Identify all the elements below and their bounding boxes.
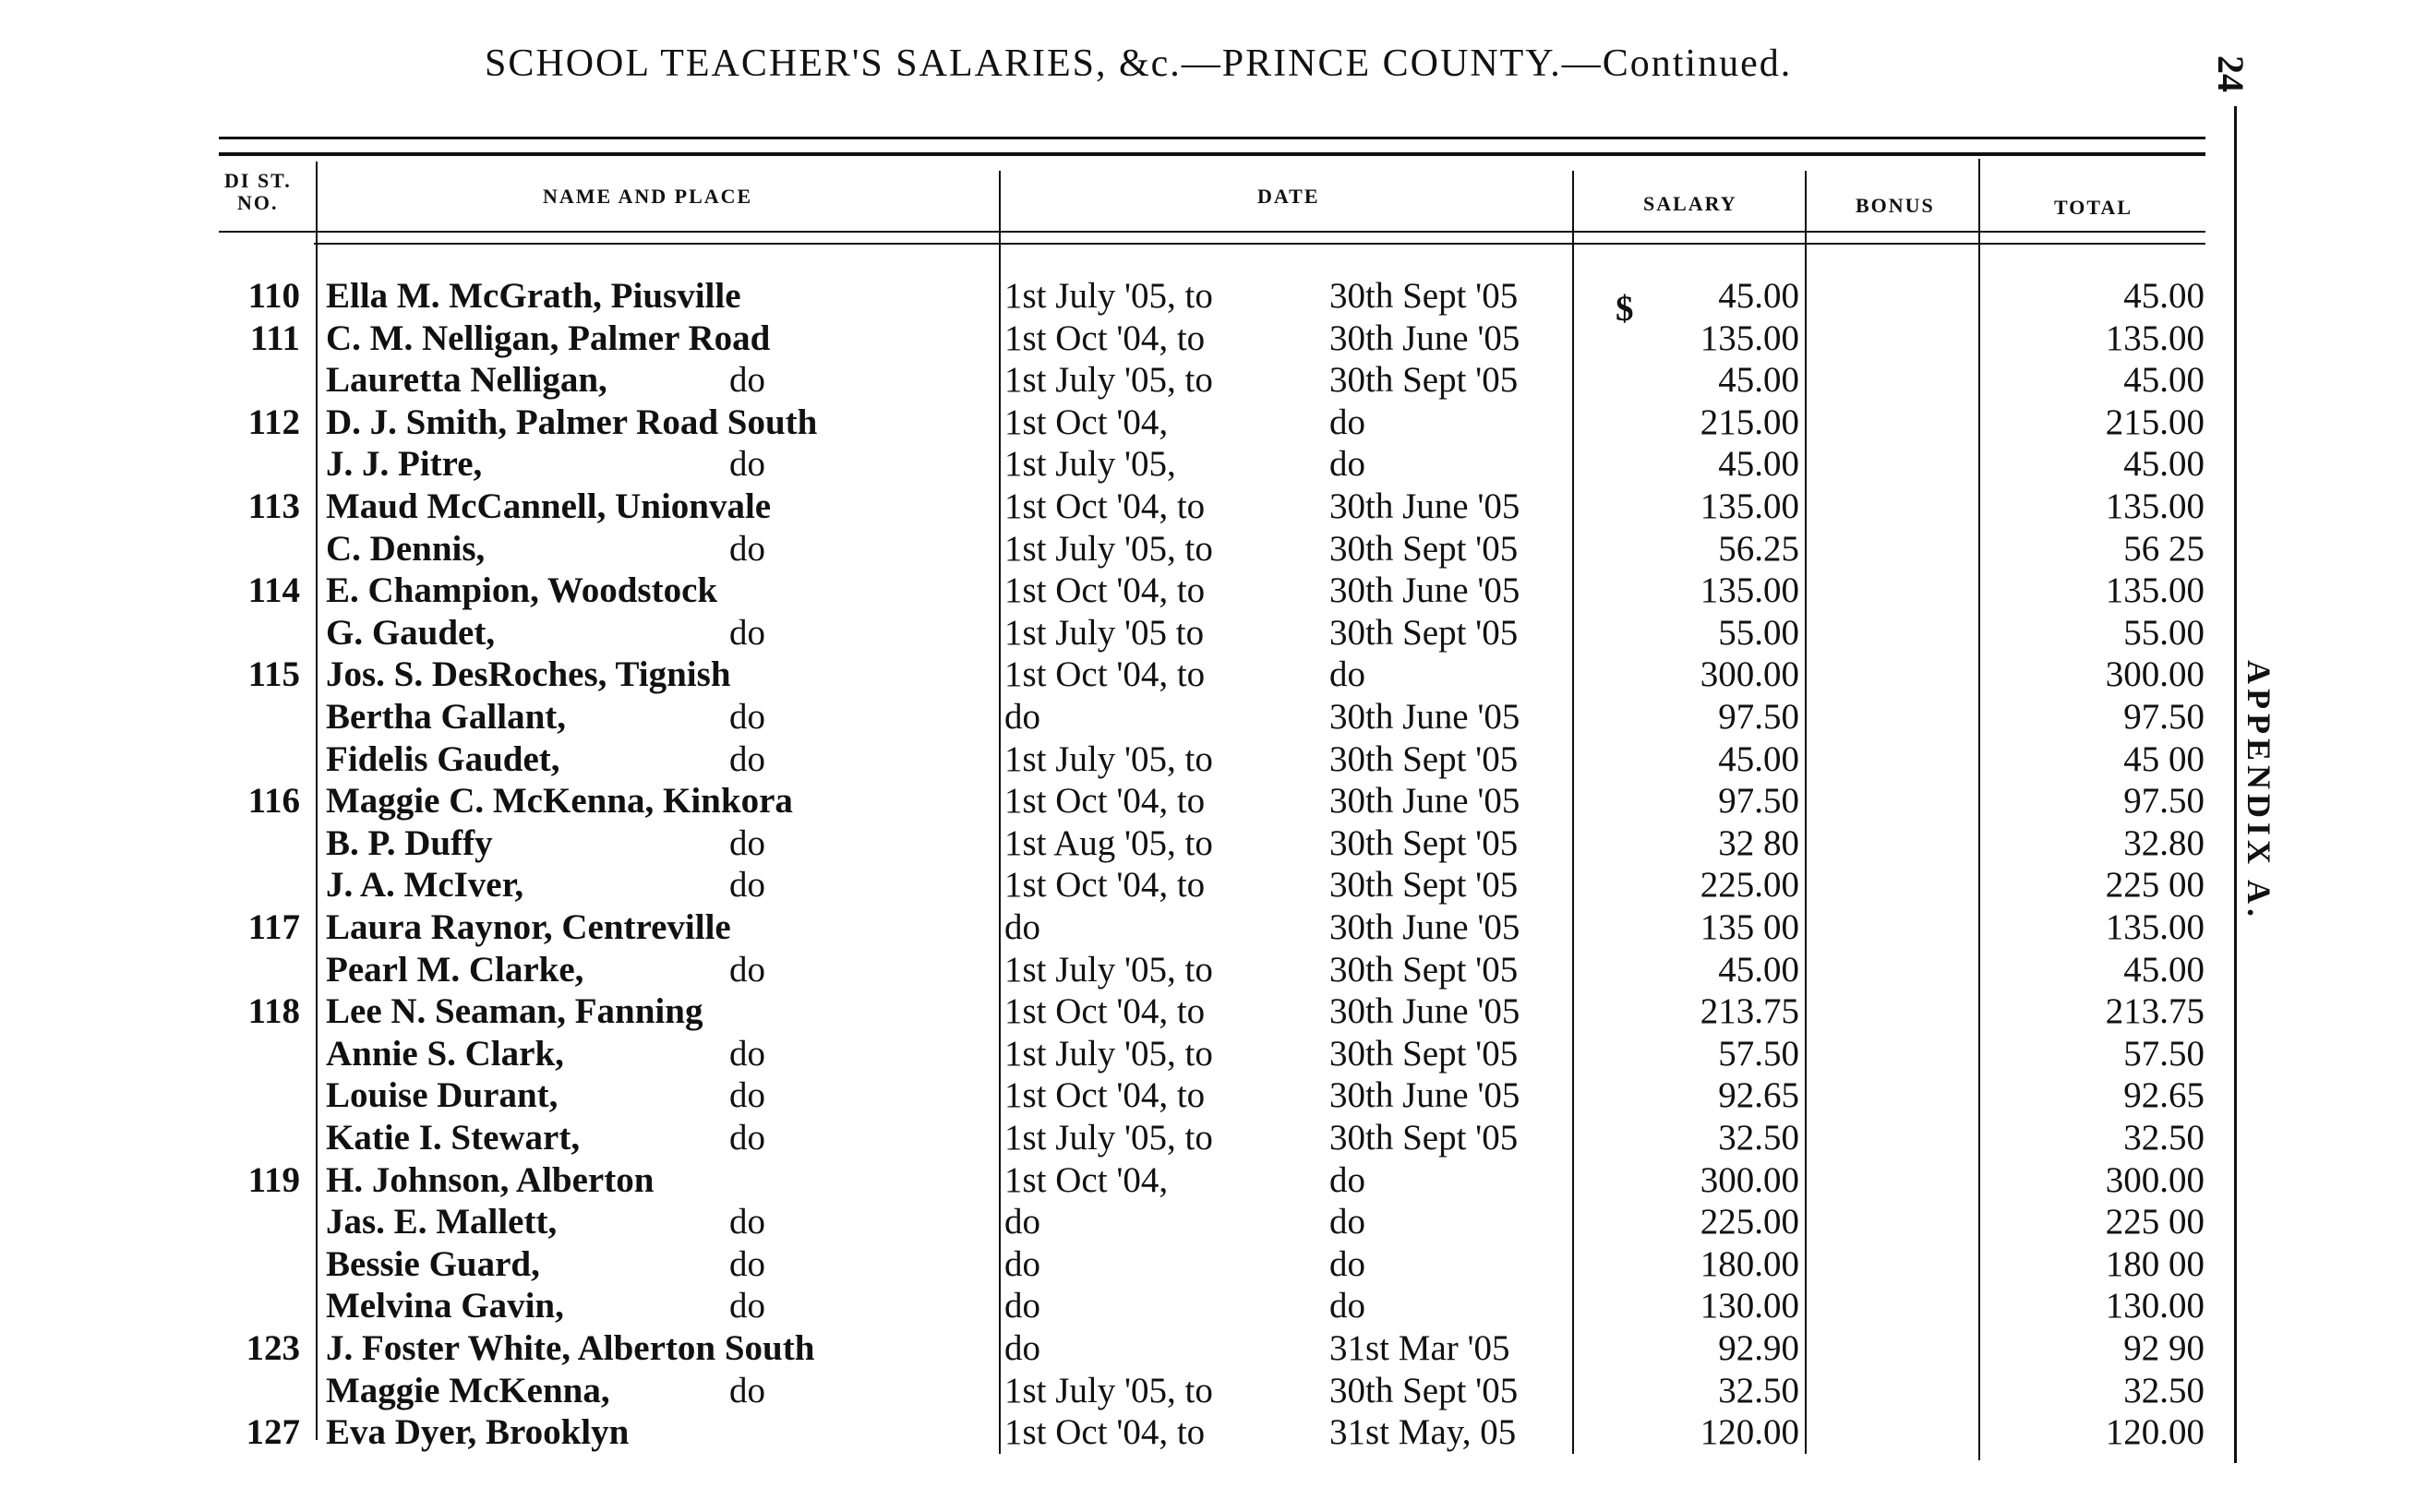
table-row xyxy=(0,1285,2427,1327)
table-row xyxy=(0,1201,2427,1243)
district-no: 112 xyxy=(247,402,300,442)
date-from: 1st Oct '04, to xyxy=(1004,865,1206,905)
date-from: 1st July '05, to xyxy=(1004,1034,1213,1074)
salary-value: 32 80 xyxy=(1718,823,1799,863)
date-from: 1st July '05, to xyxy=(1004,276,1213,316)
ditto-mark: do xyxy=(729,1286,765,1326)
total-value: 32.80 xyxy=(2123,823,2205,863)
name-place: Jas. E. Mallett, xyxy=(326,1202,558,1242)
table-row xyxy=(0,318,2427,360)
salary-value: 45.00 xyxy=(1718,360,1799,400)
currency-symbol: $ xyxy=(1616,289,1634,329)
date-from: 1st Oct '04, to xyxy=(1004,781,1206,821)
date-from: 1st Oct '04, to xyxy=(1004,318,1206,358)
total-value: 55.00 xyxy=(2123,613,2205,653)
total-value: 45.00 xyxy=(2123,276,2205,316)
table-row xyxy=(0,1243,2427,1286)
name-place: J. J. Pitre, xyxy=(326,444,483,484)
ditto-mark: do xyxy=(729,739,765,779)
ditto-mark: do xyxy=(729,1244,765,1284)
table-row xyxy=(0,906,2427,949)
name-place: Katie I. Stewart, xyxy=(326,1118,581,1158)
salary-value: 225.00 xyxy=(1700,1202,1799,1242)
table-row xyxy=(0,275,2427,318)
total-value: 225 00 xyxy=(2105,865,2205,905)
name-place: Maggie C. McKenna, Kinkora xyxy=(326,781,793,821)
total-value: 56 25 xyxy=(2123,529,2205,569)
date-to: 30th June '05 xyxy=(1329,697,1520,737)
name-place: Melvina Gavin, xyxy=(326,1286,564,1326)
table-row xyxy=(0,570,2427,612)
total-value: 92.65 xyxy=(2123,1075,2205,1115)
date-to: do xyxy=(1329,1160,1365,1200)
date-to: 31st May, 05 xyxy=(1329,1412,1517,1452)
salary-value: 45.00 xyxy=(1718,739,1799,779)
date-from: 1st Oct '04, to xyxy=(1004,654,1206,694)
table-row xyxy=(0,1117,2427,1159)
date-from: 1st July '05, to xyxy=(1004,1118,1213,1158)
salary-value: 300.00 xyxy=(1700,1160,1799,1200)
date-to: 30th Sept '05 xyxy=(1329,360,1519,400)
ditto-mark: do xyxy=(729,865,765,905)
total-value: 300.00 xyxy=(2105,654,2205,694)
date-to: 30th Sept '05 xyxy=(1329,950,1519,990)
date-from: 1st Oct '04, to xyxy=(1004,1075,1206,1115)
total-value: 130.00 xyxy=(2105,1286,2205,1326)
date-to: 30th Sept '05 xyxy=(1329,613,1519,653)
name-place: J. A. McIver, xyxy=(326,865,524,905)
total-value: 45.00 xyxy=(2123,444,2205,484)
district-no: 116 xyxy=(247,781,300,821)
district-no: 117 xyxy=(247,907,300,947)
name-place: Louise Durant, xyxy=(326,1075,559,1115)
name-place: G. Gaudet, xyxy=(326,613,496,653)
date-to: do xyxy=(1329,1286,1365,1326)
date-from: do xyxy=(1004,1244,1040,1284)
date-from: 1st Oct '04, xyxy=(1004,402,1169,442)
name-place: Eva Dyer, Brooklyn xyxy=(326,1412,630,1452)
ditto-mark: do xyxy=(729,697,765,737)
name-place: Annie S. Clark, xyxy=(326,1034,564,1074)
header-salary: SALARY xyxy=(1643,192,1737,215)
total-value: 213.75 xyxy=(2105,991,2205,1031)
header-bonus: BONUS xyxy=(1856,194,1935,217)
header-bottom-rule xyxy=(219,231,2205,233)
ditto-mark: do xyxy=(729,529,765,569)
name-place: Lee N. Seaman, Fanning xyxy=(326,991,703,1031)
salary-value: 92.65 xyxy=(1718,1075,1799,1115)
total-value: 45.00 xyxy=(2123,950,2205,990)
date-from: 1st July '05, to xyxy=(1004,950,1213,990)
salary-value: 57.50 xyxy=(1718,1034,1799,1074)
header-name-place: NAME AND PLACE xyxy=(543,185,753,208)
district-no: 123 xyxy=(246,1328,300,1368)
table-row xyxy=(0,1074,2427,1117)
date-to: 30th June '05 xyxy=(1329,991,1520,1031)
district-no: 118 xyxy=(247,991,300,1031)
date-from: 1st Aug '05, to xyxy=(1004,823,1213,863)
date-to: 30th Sept '05 xyxy=(1329,739,1519,779)
date-from: 1st July '05, to xyxy=(1004,529,1213,569)
name-place: B. P. Duffy xyxy=(326,823,493,863)
total-value: 215.00 xyxy=(2105,402,2205,442)
salary-value: 97.50 xyxy=(1718,781,1799,821)
date-to: do xyxy=(1329,1244,1365,1284)
name-place: Bertha Gallant, xyxy=(326,697,566,737)
total-value: 97.50 xyxy=(2123,781,2205,821)
total-value: 135.00 xyxy=(2105,486,2205,526)
ditto-mark: do xyxy=(729,1075,765,1115)
header-dist-line2: NO. xyxy=(237,191,279,214)
header-top-rule-2 xyxy=(219,152,2205,156)
ditto-mark: do xyxy=(729,1371,765,1410)
salary-value: 130.00 xyxy=(1700,1286,1799,1326)
date-from: 1st July '05, to xyxy=(1004,360,1213,400)
table-row xyxy=(0,949,2427,991)
date-from: 1st Oct '04, to xyxy=(1004,570,1206,610)
total-value: 135.00 xyxy=(2105,318,2205,358)
date-from: 1st July '05, to xyxy=(1004,1371,1213,1410)
date-to: do xyxy=(1329,1202,1365,1242)
salary-value: 225.00 xyxy=(1700,865,1799,905)
total-value: 92 90 xyxy=(2123,1328,2205,1368)
name-place: E. Champion, Woodstock xyxy=(326,570,718,610)
salary-value: 55.00 xyxy=(1718,613,1799,653)
date-to: 31st Mar '05 xyxy=(1329,1328,1510,1368)
ditto-mark: do xyxy=(729,444,765,484)
date-from: do xyxy=(1004,1202,1040,1242)
total-value: 45 00 xyxy=(2123,739,2205,779)
ditto-mark: do xyxy=(729,823,765,863)
name-place: Laura Raynor, Centreville xyxy=(326,907,731,947)
date-from: do xyxy=(1004,1328,1040,1368)
date-from: 1st Oct '04, to xyxy=(1004,1412,1206,1452)
total-value: 225 00 xyxy=(2105,1202,2205,1242)
date-from: 1st Oct '04, to xyxy=(1004,991,1206,1031)
total-value: 135.00 xyxy=(2105,907,2205,947)
date-to: 30th June '05 xyxy=(1329,486,1520,526)
table-row xyxy=(0,864,2427,906)
salary-value: 45.00 xyxy=(1718,950,1799,990)
page-title: SCHOOL TEACHER'S SALARIES, &c.—PRINCE COUNTY.—Continued. xyxy=(485,42,1793,85)
name-place: Bessie Guard, xyxy=(326,1244,540,1284)
date-from: 1st July '05 to xyxy=(1004,613,1205,653)
name-place: H. Johnson, Alberton xyxy=(326,1160,655,1200)
date-from: 1st Oct '04, to xyxy=(1004,486,1206,526)
date-from: do xyxy=(1004,1286,1040,1326)
salary-value: 135.00 xyxy=(1700,486,1799,526)
total-value: 135.00 xyxy=(2105,570,2205,610)
salary-value: 32.50 xyxy=(1718,1371,1799,1410)
name-place: D. J. Smith, Palmer Road South xyxy=(326,402,818,442)
header-top-rule xyxy=(219,137,2205,139)
table-row xyxy=(0,990,2427,1033)
salary-value: 135.00 xyxy=(1700,318,1799,358)
ditto-mark: do xyxy=(729,360,765,400)
salary-value: 213.75 xyxy=(1700,991,1799,1031)
table-row xyxy=(0,780,2427,822)
date-to: 30th June '05 xyxy=(1329,318,1520,358)
table-row xyxy=(0,738,2427,781)
total-value: 45.00 xyxy=(2123,360,2205,400)
ditto-mark: do xyxy=(729,613,765,653)
total-value: 32.50 xyxy=(2123,1371,2205,1410)
name-place: Jos. S. DesRoches, Tignish xyxy=(326,654,731,694)
date-to: 30th Sept '05 xyxy=(1329,865,1519,905)
date-to: do xyxy=(1329,654,1365,694)
table-row xyxy=(0,443,2427,486)
district-no: 111 xyxy=(249,318,300,358)
date-to: 30th Sept '05 xyxy=(1329,1034,1519,1074)
page-number: 24 xyxy=(2210,55,2252,92)
date-to: do xyxy=(1329,402,1365,442)
header-total: TOTAL xyxy=(2054,196,2133,219)
header-dist-line1: DI ST. xyxy=(224,169,292,192)
table-row xyxy=(0,612,2427,654)
table-row xyxy=(0,822,2427,865)
date-to: 30th June '05 xyxy=(1329,781,1520,821)
date-to: 30th Sept '05 xyxy=(1329,823,1519,863)
total-value: 300.00 xyxy=(2105,1160,2205,1200)
salary-value: 56.25 xyxy=(1718,529,1799,569)
district-no: 114 xyxy=(247,570,300,610)
appendix-label: APPENDIX A. xyxy=(2241,660,2277,922)
district-no: 110 xyxy=(247,276,300,316)
ditto-mark: do xyxy=(729,1202,765,1242)
name-place: Maud McCannell, Unionvale xyxy=(326,486,772,526)
date-from: 1st Oct '04, xyxy=(1004,1160,1169,1200)
date-from: 1st July '05, xyxy=(1004,444,1176,484)
header-date: DATE xyxy=(1257,185,1320,208)
ditto-mark: do xyxy=(729,1118,765,1158)
date-to: 30th Sept '05 xyxy=(1329,1371,1519,1410)
header-bottom-rule-2 xyxy=(314,243,2205,245)
ditto-mark: do xyxy=(729,950,765,990)
name-place: C. Dennis, xyxy=(326,529,486,569)
total-value: 32.50 xyxy=(2123,1118,2205,1158)
salary-value: 180.00 xyxy=(1700,1244,1799,1284)
name-place: J. Foster White, Alberton South xyxy=(326,1328,815,1368)
date-to: 30th Sept '05 xyxy=(1329,1118,1519,1158)
salary-value: 97.50 xyxy=(1718,697,1799,737)
date-from: do xyxy=(1004,907,1040,947)
table-row xyxy=(0,1033,2427,1075)
table-row xyxy=(0,1411,2427,1454)
date-to: 30th Sept '05 xyxy=(1329,276,1519,316)
total-value: 180 00 xyxy=(2105,1244,2205,1284)
salary-value: 92.90 xyxy=(1718,1328,1799,1368)
district-no: 113 xyxy=(247,486,300,526)
date-to: 30th June '05 xyxy=(1329,570,1520,610)
salary-value: 45.00 xyxy=(1718,276,1799,316)
date-from: 1st July '05, to xyxy=(1004,739,1213,779)
table-row xyxy=(0,1159,2427,1202)
date-to: 30th Sept '05 xyxy=(1329,529,1519,569)
date-to: 30th June '05 xyxy=(1329,907,1520,947)
salary-value: 32.50 xyxy=(1718,1118,1799,1158)
table-row xyxy=(0,654,2427,696)
name-place: Lauretta Nelligan, xyxy=(326,360,607,400)
salary-value: 45.00 xyxy=(1718,444,1799,484)
ditto-mark: do xyxy=(729,1034,765,1074)
total-value: 97.50 xyxy=(2123,697,2205,737)
table-row xyxy=(0,402,2427,444)
table-row xyxy=(0,528,2427,570)
table-row xyxy=(0,359,2427,402)
table-row xyxy=(0,1370,2427,1412)
district-no: 127 xyxy=(246,1412,300,1452)
name-place: Ella M. McGrath, Piusville xyxy=(326,276,741,316)
date-to: do xyxy=(1329,444,1365,484)
salary-value: 135.00 xyxy=(1700,570,1799,610)
salary-value: 215.00 xyxy=(1700,402,1799,442)
name-place: Maggie McKenna, xyxy=(326,1371,610,1410)
table-row xyxy=(0,1327,2427,1370)
date-to: 30th June '05 xyxy=(1329,1075,1520,1115)
district-no: 119 xyxy=(247,1160,300,1200)
salary-value: 300.00 xyxy=(1700,654,1799,694)
name-place: C. M. Nelligan, Palmer Road xyxy=(326,318,771,358)
name-place: Pearl M. Clarke, xyxy=(326,950,584,990)
total-value: 120.00 xyxy=(2105,1412,2205,1452)
salary-value: 120.00 xyxy=(1700,1412,1799,1452)
salary-value: 135 00 xyxy=(1700,907,1799,947)
total-value: 57.50 xyxy=(2123,1034,2205,1074)
table-row xyxy=(0,696,2427,738)
name-place: Fidelis Gaudet, xyxy=(326,739,560,779)
district-no: 115 xyxy=(247,654,300,694)
date-from: do xyxy=(1004,697,1040,737)
table-row xyxy=(0,486,2427,528)
